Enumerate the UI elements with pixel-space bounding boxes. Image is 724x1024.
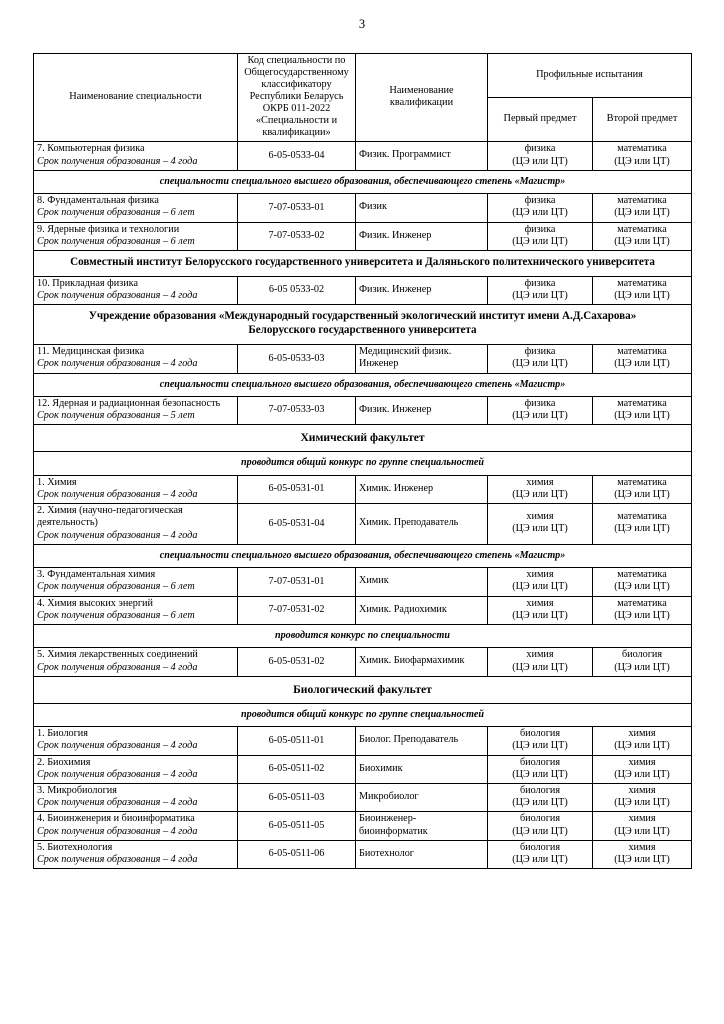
institute-heading-text: Совместный институт Белорусского государственного университета и Даляньского политехнического университета — [34, 251, 692, 277]
table-row — [34, 194, 692, 222]
cell-second-subject — [593, 568, 692, 596]
second-subject-name: математика — [617, 277, 667, 289]
table-row — [34, 504, 692, 545]
cell-specialty-code: 6-05-0533-04 — [238, 142, 356, 170]
cell-second-subject — [593, 840, 692, 868]
cell-specialty-code: 6-05-0511-03 — [238, 783, 356, 811]
cell-first-subject — [488, 396, 593, 424]
first-subject-name: физика — [524, 397, 556, 409]
first-subject-name: биология — [519, 841, 561, 853]
second-subject-name: математика — [617, 476, 667, 488]
specialty-duration: Срок получения образования – 4 года — [37, 290, 198, 302]
second-subject-name: математика — [617, 143, 667, 155]
second-subject-form: (ЦЭ или ЦТ) — [614, 488, 670, 500]
specialty-duration: Срок получения образования – 6 лет — [37, 609, 195, 621]
first-subject-name: биология — [519, 728, 561, 740]
specialty-title: 9. Ядерные физика и технологии — [37, 223, 180, 235]
cell-second-subject — [593, 727, 692, 755]
specialty-title: 3. Фундаментальная химия — [37, 569, 156, 581]
cell-first-subject — [488, 840, 593, 868]
cell-second-subject — [593, 504, 692, 545]
second-subject-name: химия — [628, 784, 656, 796]
specialty-duration: Срок получения образования – 4 года — [37, 488, 198, 500]
second-subject-form: (ЦЭ или ЦТ) — [614, 768, 670, 780]
section-note-text: проводится общий конкурс по группе специальностей — [34, 703, 692, 726]
first-subject-name: химия — [526, 597, 554, 609]
specialty-duration: Срок получения образования – 4 года — [37, 825, 198, 837]
header-first-subject: Первый предмет — [488, 98, 593, 142]
cell-first-subject — [488, 222, 593, 250]
cell-specialty-code: 6-05-0531-01 — [238, 475, 356, 503]
specialty-title: 4. Химия высоких энергий — [37, 597, 153, 609]
second-subject-name: математика — [617, 223, 667, 235]
first-subject-name: химия — [526, 649, 554, 661]
cell-specialty-code: 6-05-0511-02 — [238, 755, 356, 783]
cell-first-subject — [488, 727, 593, 755]
first-subject-name: химия — [526, 511, 554, 523]
cell-qualification: Физик. Инженер — [356, 222, 488, 250]
specialty-duration: Срок получения образования – 6 лет — [37, 581, 195, 593]
cell-qualification: Биолог. Преподаватель — [356, 727, 488, 755]
table-row — [34, 727, 692, 755]
specialty-duration: Срок получения образования – 4 года — [37, 358, 198, 370]
cell-specialty-name — [34, 345, 238, 373]
section-note-row — [34, 373, 692, 396]
second-subject-form: (ЦЭ или ЦТ) — [614, 207, 670, 219]
second-subject-name: химия — [628, 728, 656, 740]
cell-second-subject — [593, 142, 692, 170]
specialty-title: 5. Биотехнология — [37, 841, 113, 853]
cell-specialty-code: 6-05-0511-01 — [238, 727, 356, 755]
cell-specialty-code: 7-07-0531-02 — [238, 596, 356, 624]
faculty-heading-row — [34, 676, 692, 703]
first-subject-name: физика — [524, 195, 556, 207]
second-subject-form: (ЦЭ или ЦТ) — [614, 609, 670, 621]
first-subject-form: (ЦЭ или ЦТ) — [512, 358, 568, 370]
second-subject-form: (ЦЭ или ЦТ) — [614, 523, 670, 535]
section-note-text: специальности специального высшего образования, обеспечивающего степень «Магистр» — [34, 544, 692, 567]
specialty-duration: Срок получения образования – 6 лет — [37, 235, 195, 247]
table-row — [34, 396, 692, 424]
specialty-title: 11. Медицинская физика — [37, 346, 145, 358]
second-subject-form: (ЦЭ или ЦТ) — [614, 797, 670, 809]
cell-qualification: Биохимик — [356, 755, 488, 783]
institute-heading-row — [34, 251, 692, 277]
section-note-row — [34, 703, 692, 726]
second-subject-form: (ЦЭ или ЦТ) — [614, 825, 670, 837]
cell-specialty-code: 7-07-0533-02 — [238, 222, 356, 250]
faculty-heading-text: Биологический факультет — [34, 676, 692, 703]
specialty-title: 8. Фундаментальная физика — [37, 195, 159, 207]
cell-first-subject — [488, 648, 593, 676]
table-row — [34, 475, 692, 503]
first-subject-form: (ЦЭ или ЦТ) — [512, 581, 568, 593]
specialty-duration: Срок получения образования – 4 года — [37, 768, 198, 780]
cell-specialty-code: 7-07-0531-01 — [238, 568, 356, 596]
table-body — [34, 142, 692, 869]
cell-specialty-name — [34, 568, 238, 596]
cell-second-subject — [593, 475, 692, 503]
first-subject-name: биология — [519, 784, 561, 796]
specialty-title: 1. Биология — [37, 728, 88, 740]
cell-first-subject — [488, 812, 593, 840]
first-subject-form: (ЦЭ или ЦТ) — [512, 825, 568, 837]
cell-qualification: Химик. Биофармахимик — [356, 648, 488, 676]
cell-specialty-code: 6-05-0511-05 — [238, 812, 356, 840]
section-note-row — [34, 452, 692, 475]
second-subject-name: химия — [628, 813, 656, 825]
header-qualification-name: Наименование квалификации — [356, 54, 488, 142]
specialty-duration: Срок получения образования – 4 года — [37, 740, 198, 752]
section-note-text: специальности специального высшего образования, обеспечивающего степень «Магистр» — [34, 170, 692, 193]
header-second-subject: Второй предмет — [593, 98, 692, 142]
first-subject-name: химия — [526, 569, 554, 581]
second-subject-form: (ЦЭ или ЦТ) — [614, 661, 670, 673]
cell-specialty-name — [34, 396, 238, 424]
second-subject-form: (ЦЭ или ЦТ) — [614, 410, 670, 422]
header-specialty-code: Код специальности по Общегосударственному классификатору Республики Беларусь ОКРБ 011-2022 «Специальности и квалификации» — [238, 54, 356, 142]
specialty-duration: Срок получения образования – 4 года — [37, 661, 198, 673]
first-subject-form: (ЦЭ или ЦТ) — [512, 740, 568, 752]
second-subject-form: (ЦЭ или ЦТ) — [614, 155, 670, 167]
cell-first-subject — [488, 568, 593, 596]
header-row-primary — [34, 54, 692, 98]
cell-specialty-code: 6-05-0531-02 — [238, 648, 356, 676]
cell-specialty-name — [34, 648, 238, 676]
first-subject-name: биология — [519, 813, 561, 825]
cell-qualification: Физик. Инженер — [356, 396, 488, 424]
institute-heading-row — [34, 305, 692, 345]
cell-specialty-code: 6-05 0533-02 — [238, 276, 356, 304]
specialty-title: 4. Биоинженерия и биоинформатика — [37, 813, 195, 825]
faculty-heading-text: Химический факультет — [34, 425, 692, 452]
cell-specialty-code: 6-05-0533-03 — [238, 345, 356, 373]
cell-second-subject — [593, 276, 692, 304]
specialty-title: 5. Химия лекарственных соединений — [37, 649, 198, 661]
table-header — [34, 54, 692, 142]
table-row — [34, 648, 692, 676]
second-subject-form: (ЦЭ или ЦТ) — [614, 581, 670, 593]
section-note-row — [34, 625, 692, 648]
section-note-text: специальности специального высшего образования, обеспечивающего степень «Магистр» — [34, 373, 692, 396]
table-row — [34, 755, 692, 783]
cell-second-subject — [593, 194, 692, 222]
second-subject-name: химия — [628, 756, 656, 768]
first-subject-form: (ЦЭ или ЦТ) — [512, 155, 568, 167]
table-row — [34, 142, 692, 170]
first-subject-name: биология — [519, 756, 561, 768]
first-subject-name: химия — [526, 476, 554, 488]
section-note-row — [34, 544, 692, 567]
cell-second-subject — [593, 755, 692, 783]
section-note-text: проводится общий конкурс по группе специальностей — [34, 452, 692, 475]
second-subject-name: математика — [617, 511, 667, 523]
table-row — [34, 276, 692, 304]
cell-specialty-name — [34, 783, 238, 811]
cell-specialty-name — [34, 755, 238, 783]
second-subject-name: биология — [621, 649, 663, 661]
cell-specialty-name — [34, 596, 238, 624]
cell-specialty-code: 7-07-0533-03 — [238, 396, 356, 424]
cell-specialty-name — [34, 276, 238, 304]
specialty-title: 10. Прикладная физика — [37, 277, 138, 289]
header-profile-exams: Профильные испытания — [488, 54, 692, 98]
table-row — [34, 783, 692, 811]
cell-specialty-code: 6-05-0531-04 — [238, 504, 356, 545]
section-note-row — [34, 170, 692, 193]
cell-qualification: Физик. Инженер — [356, 276, 488, 304]
first-subject-form: (ЦЭ или ЦТ) — [512, 661, 568, 673]
specialty-duration: Срок получения образования – 4 года — [37, 797, 198, 809]
cell-second-subject — [593, 596, 692, 624]
second-subject-name: математика — [617, 569, 667, 581]
first-subject-form: (ЦЭ или ЦТ) — [512, 797, 568, 809]
cell-qualification: Медицинский физик. Инженер — [356, 345, 488, 373]
second-subject-name: химия — [628, 841, 656, 853]
specialty-title: 12. Ядерная и радиационная безопасность — [37, 397, 221, 409]
specialty-title: 2. Химия (научно-педагогическая деятельность) — [37, 505, 183, 529]
cell-specialty-name — [34, 222, 238, 250]
cell-specialty-name — [34, 812, 238, 840]
cell-first-subject — [488, 142, 593, 170]
cell-specialty-name — [34, 142, 238, 170]
table-row — [34, 596, 692, 624]
specialty-title: 2. Биохимия — [37, 756, 91, 768]
specialty-duration: Срок получения образования – 4 года — [37, 529, 198, 541]
table-row — [34, 840, 692, 868]
cell-qualification: Химик — [356, 568, 488, 596]
first-subject-form: (ЦЭ или ЦТ) — [512, 854, 568, 866]
second-subject-form: (ЦЭ или ЦТ) — [614, 290, 670, 302]
second-subject-form: (ЦЭ или ЦТ) — [614, 235, 670, 247]
first-subject-form: (ЦЭ или ЦТ) — [512, 609, 568, 621]
cell-qualification: Химик. Радиохимик — [356, 596, 488, 624]
cell-qualification: Физик — [356, 194, 488, 222]
first-subject-name: физика — [524, 277, 556, 289]
cell-qualification: Биотехнолог — [356, 840, 488, 868]
first-subject-form: (ЦЭ или ЦТ) — [512, 207, 568, 219]
first-subject-form: (ЦЭ или ЦТ) — [512, 235, 568, 247]
cell-first-subject — [488, 475, 593, 503]
table-row — [34, 222, 692, 250]
cell-qualification: Химик. Преподаватель — [356, 504, 488, 545]
cell-specialty-code: 6-05-0511-06 — [238, 840, 356, 868]
second-subject-form: (ЦЭ или ЦТ) — [614, 740, 670, 752]
first-subject-form: (ЦЭ или ЦТ) — [512, 523, 568, 535]
table-row — [34, 812, 692, 840]
first-subject-name: физика — [524, 346, 556, 358]
institute-heading-text: Учреждение образования «Международный государственный экологический институт имени А.Д.Сахарова» Белорусского государственного университета — [34, 305, 692, 345]
section-note-text: проводится конкурс по специальности — [34, 625, 692, 648]
faculty-heading-row — [34, 425, 692, 452]
second-subject-name: математика — [617, 346, 667, 358]
specialty-title: 3. Микробиология — [37, 784, 117, 796]
first-subject-form: (ЦЭ или ЦТ) — [512, 488, 568, 500]
cell-specialty-name — [34, 727, 238, 755]
specialty-duration: Срок получения образования – 5 лет — [37, 410, 195, 422]
cell-qualification: Микробиолог — [356, 783, 488, 811]
first-subject-form: (ЦЭ или ЦТ) — [512, 290, 568, 302]
second-subject-name: математика — [617, 597, 667, 609]
first-subject-form: (ЦЭ или ЦТ) — [512, 768, 568, 780]
specialties-table — [33, 53, 692, 869]
cell-second-subject — [593, 812, 692, 840]
first-subject-form: (ЦЭ или ЦТ) — [512, 410, 568, 422]
cell-first-subject — [488, 276, 593, 304]
header-specialty-name: Наименование специальности — [34, 54, 238, 142]
specialty-title: 1. Химия — [37, 476, 77, 488]
cell-specialty-name — [34, 504, 238, 545]
specialty-title: 7. Компьютерная физика — [37, 143, 145, 155]
cell-second-subject — [593, 222, 692, 250]
page-number: 3 — [358, 17, 366, 31]
specialty-duration: Срок получения образования – 4 года — [37, 854, 198, 866]
cell-specialty-name — [34, 475, 238, 503]
cell-second-subject — [593, 648, 692, 676]
cell-qualification: Химик. Инженер — [356, 475, 488, 503]
cell-qualification: Биоинженер-биоинформатик — [356, 812, 488, 840]
specialty-duration: Срок получения образования – 6 лет — [37, 207, 195, 219]
cell-specialty-code: 7-07-0533-01 — [238, 194, 356, 222]
cell-first-subject — [488, 504, 593, 545]
cell-second-subject — [593, 396, 692, 424]
first-subject-name: физика — [524, 223, 556, 235]
second-subject-name: математика — [617, 195, 667, 207]
table-row — [34, 345, 692, 373]
cell-first-subject — [488, 783, 593, 811]
second-subject-form: (ЦЭ или ЦТ) — [614, 358, 670, 370]
table-row — [34, 568, 692, 596]
cell-first-subject — [488, 755, 593, 783]
cell-qualification: Физик. Программист — [356, 142, 488, 170]
cell-specialty-name — [34, 194, 238, 222]
first-subject-name: физика — [524, 143, 556, 155]
cell-second-subject — [593, 783, 692, 811]
second-subject-name: математика — [617, 397, 667, 409]
cell-first-subject — [488, 596, 593, 624]
second-subject-form: (ЦЭ или ЦТ) — [614, 854, 670, 866]
specialty-duration: Срок получения образования – 4 года — [37, 155, 198, 167]
cell-second-subject — [593, 345, 692, 373]
cell-specialty-name — [34, 840, 238, 868]
cell-first-subject — [488, 194, 593, 222]
cell-first-subject — [488, 345, 593, 373]
